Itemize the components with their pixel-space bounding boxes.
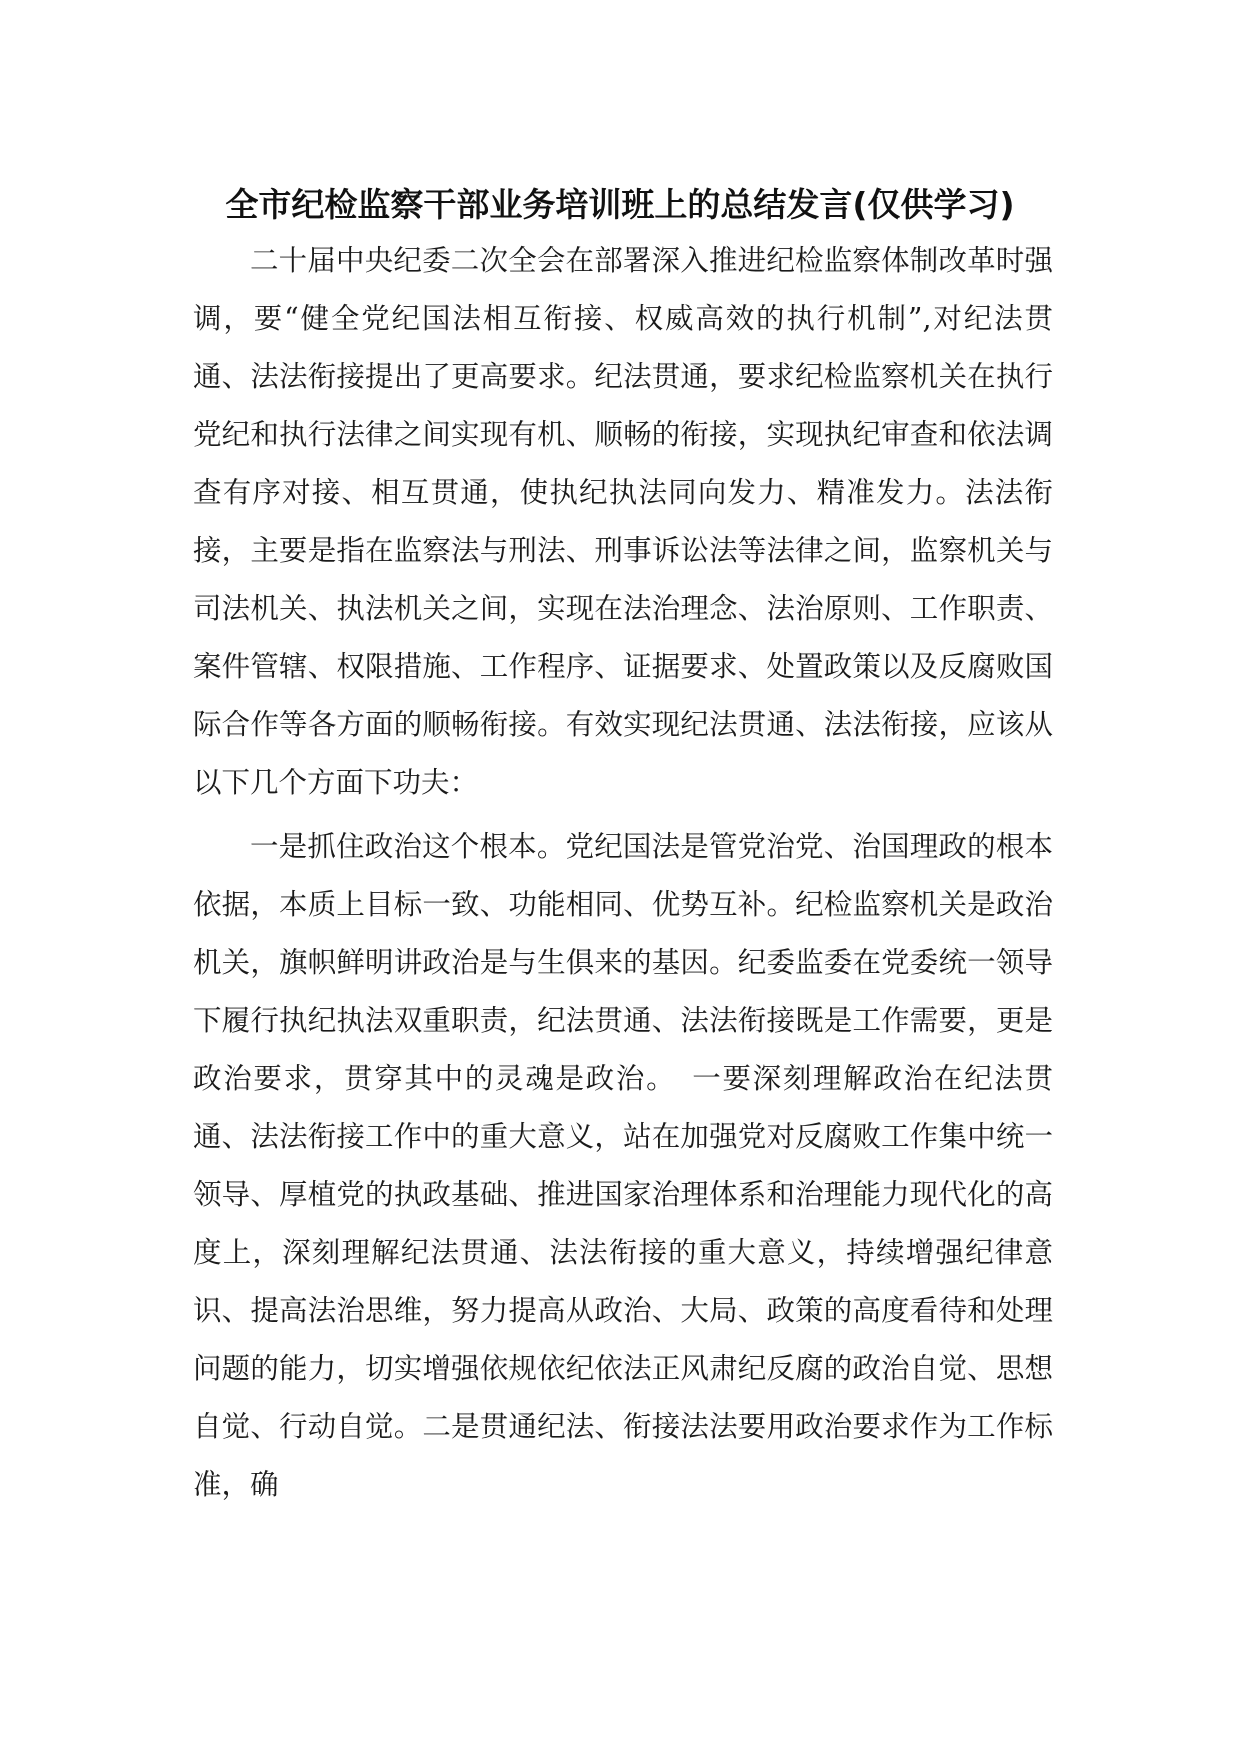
paragraph-point-one: 一是抓住政治这个根本。党纪国法是管党治党、治国理政的根本依据，本质上目标一致、功能相同、优势互补。纪检监察机关是政治机关，旗帜鲜明讲政治是与生俱来的基因。纪委监委在党委统一领导下履行执纪执法双重职责，纪法贯通、法法衔接既是工作需要，更是政治要求，贯穿其中的灵魂是政治。 一要深刻理解政治在纪法贯通、法法衔接工作中的重大意义，站在加强党对反腐败工作集中统一领导、厚植党的执政基础、推进国家治理体系和治理能力现代化的高度上，深刻理解纪法贯通、法法衔接的重大意义，持续增强纪律意识、提高法治思维，努力提高从政治、大局、政策的高度看待和处理问题的能力，切实增强依规依纪依法正风肃纪反腐的政治自觉、思想自觉、行动自觉。二是贯通纪法、衔接法法要用政治要求作为工作标准，确 [193,830,1053,1501]
document-title: 全市纪检监察干部业务培训班上的总结发言(仅供学习) [225,185,1015,224]
paragraph-intro: 二十届中央纪委二次全会在部署深入推进纪检监察体制改革时强调，要“健全党纪国法相互衔接、权威高效的执行机制”,对纪法贯通、法法衔接提出了更高要求。纪法贯通，要求纪检监察机关在执行党纪和执行法律之间实现有机、顺畅的衔接，实现执纪审查和依法调查有序对接、相互贯通，使执纪执法同向发力、精准发力。法法衔接，主要是指在监察法与刑法、刑事诉讼法等法律之间，监察机关与司法机关、执法机关之间，实现在法治理念、法治原则、工作职责、案件管辖、权限措施、工作程序、证据要求、处置政策以及反腐败国际合作等各方面的顺畅衔接。有效实现纪法贯通、法法衔接，应该从以下几个方面下功夫： [193,244,1053,799]
